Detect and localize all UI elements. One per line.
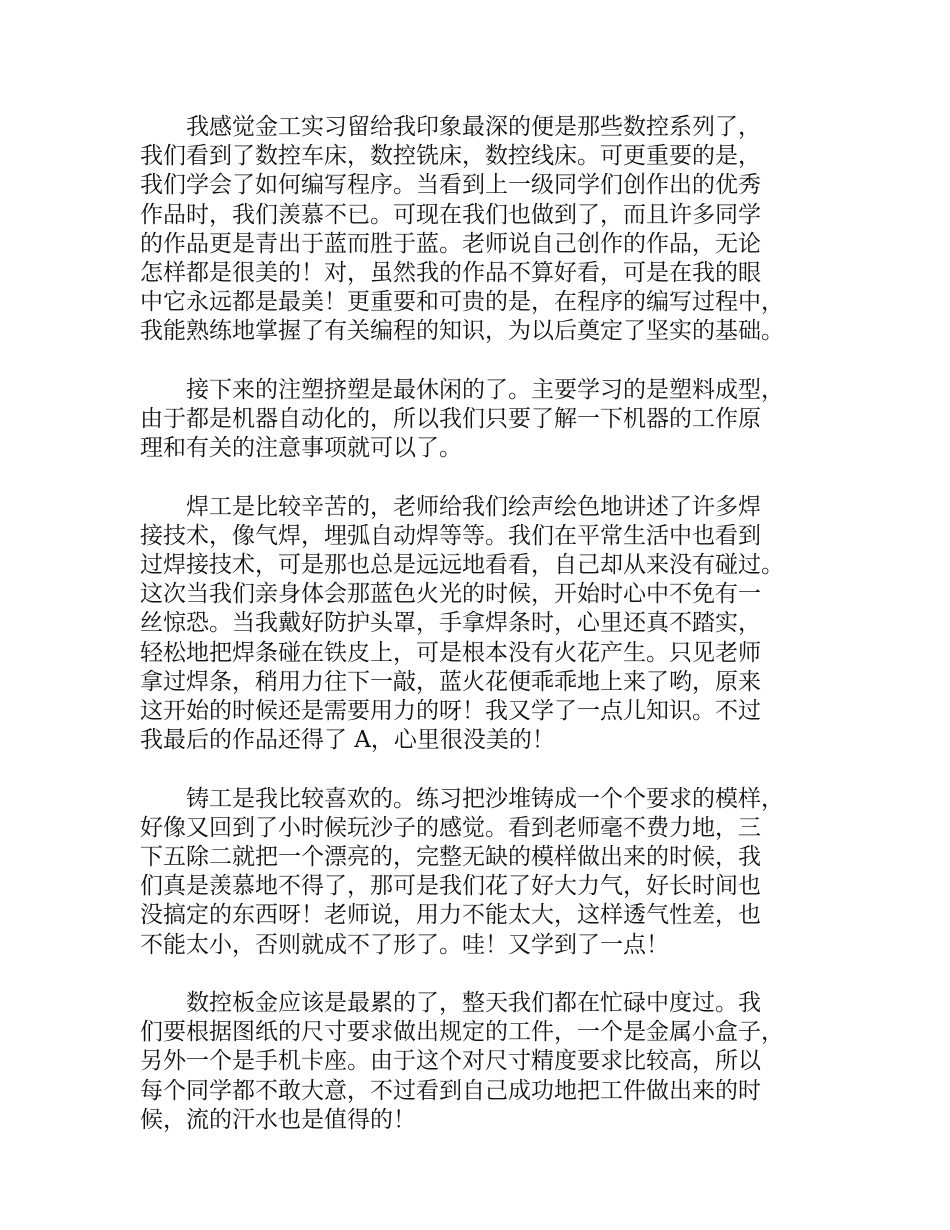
paragraph-injection-molding — [140, 376, 830, 464]
paragraph-line: 作品时，我们羡慕不已。可现在我们也做到了，而且许多同学 — [140, 201, 761, 228]
paragraph-line: 下五除二就把一个漂亮的，完整无缺的模样做出来的时候，我 — [140, 844, 761, 871]
paragraph-line: 没搞定的东西呀！老师说，用力不能太大，这样透气性差，也 — [140, 902, 761, 929]
paragraph-welding — [140, 493, 830, 756]
paragraph-line: 我们看到了数控车床，数控铣床，数控线床。可更重要的是， — [140, 143, 761, 170]
paragraph-line: 候，流的汗水也是值得的！ — [140, 1106, 416, 1133]
paragraph-line: 不能太小，否则就成不了形了。哇！又学到了一点！ — [140, 931, 669, 958]
paragraph-line: 拿过焊条，稍用力往下一敲，蓝火花便乖乖地上来了哟，原来 — [140, 668, 761, 695]
paragraph-line: 另外一个是手机卡座。由于这个对尺寸精度要求比较高，所以 — [140, 1048, 761, 1075]
paragraph-line: 轻松地把焊条碰在铁皮上，可是根本没有火花产生。只见老师 — [140, 639, 761, 666]
paragraph-line: 我最后的作品还得了 A，心里很没美的！ — [140, 727, 555, 754]
paragraph-line: 这次当我们亲身体会那蓝色火光的时候，开始时心中不免有一 — [140, 581, 761, 608]
paragraph-line: 我感觉金工实习留给我印象最深的便是那些数控系列了， — [186, 114, 761, 140]
document-body — [140, 113, 830, 1164]
paragraph-line: 理和有关的注意事项就可以了。 — [140, 435, 462, 462]
paragraph-line: 怎样都是很美的！对，虽然我的作品不算好看，可是在我的眼 — [140, 260, 761, 287]
paragraph-sheet-metal — [140, 989, 830, 1135]
paragraph-line: 好像又回到了小时候玩沙子的感觉。看到老师毫不费力地，三 — [140, 814, 761, 841]
paragraph-line: 焊工是比较辛苦的，老师给我们绘声绘色地讲述了许多焊 — [186, 493, 761, 520]
paragraph-line: 由于都是机器自动化的，所以我们只要了解一下机器的工作原 — [140, 406, 761, 433]
paragraph-line: 们真是羡慕地不得了，那可是我们花了好大力气，好长时间也 — [140, 873, 761, 900]
paragraph-line: 接下来的注塑挤塑是最休闲的了。主要学习的是塑料成型， — [186, 376, 784, 403]
paragraph-line: 我们学会了如何编写程序。当看到上一级同学们创作出的优秀 — [140, 172, 761, 199]
paragraph-line: 们要根据图纸的尺寸要求做出规定的工件，一个是金属小盒子， — [140, 1019, 784, 1046]
paragraph-line: 过焊接技术，可是那也总是远远地看看，自己却从来没有碰过。 — [140, 552, 784, 579]
paragraph-line: 每个同学都不敢大意，不过看到自己成功地把工件做出来的时 — [140, 1077, 761, 1104]
paragraph-line: 铸工是我比较喜欢的。练习把沙堆铸成一个个要求的模样， — [186, 785, 784, 812]
paragraph-line: 的作品更是青出于蓝而胜于蓝。老师说自己创作的作品，无论 — [140, 230, 761, 257]
paragraph-line: 数控板金应该是最累的了，整天我们都在忙碌中度过。我 — [186, 990, 761, 1017]
paragraph-casting — [140, 785, 830, 960]
paragraph-line: 中它永远都是最美！更重要和可贵的是，在程序的编写过程中， — [140, 289, 784, 316]
paragraph-line: 接技术，像气焊，埋弧自动焊等等。我们在平常生活中也看到 — [140, 522, 761, 549]
paragraph-line: 这开始的时候还是需要用力的呀！我又学了一点儿知识。不过 — [140, 698, 761, 725]
paragraph-cnc — [140, 113, 830, 347]
paragraph-line: 我能熟练地掌握了有关编程的知识，为以后奠定了坚实的基础。 — [140, 318, 784, 345]
paragraph-line: 丝惊恐。当我戴好防护头罩，手拿焊条时，心里还真不踏实， — [140, 610, 761, 637]
